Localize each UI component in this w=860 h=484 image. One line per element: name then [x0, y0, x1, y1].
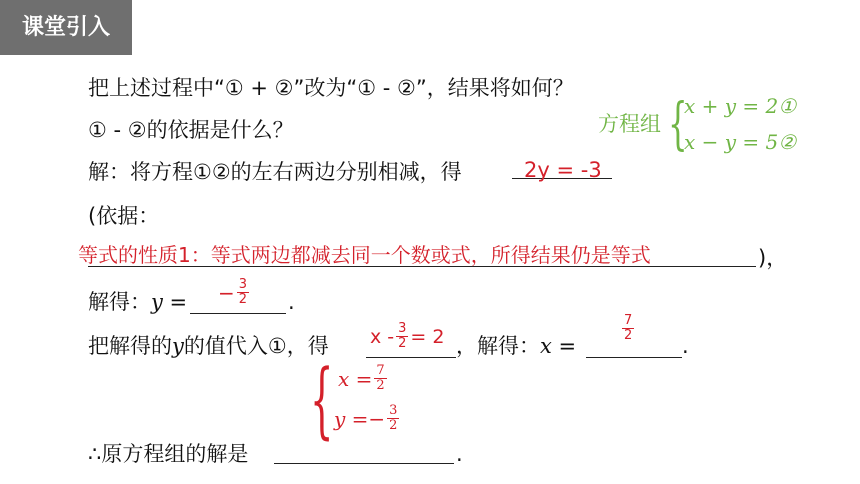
- answer-basis: 等式的性质1：等式两边都减去同一个数或式，所得结果仍是等式: [78, 243, 651, 267]
- sub-right: = 2: [410, 325, 445, 348]
- solution-brace: {: [310, 353, 334, 448]
- answer-y-den: 2: [238, 292, 248, 307]
- solve-y-end: .: [288, 290, 295, 314]
- solution-y-num: 3: [389, 403, 398, 418]
- answer-substitute: [370, 322, 444, 351]
- answer-x-num: 7: [624, 313, 633, 328]
- answer-blank-x: [586, 357, 682, 358]
- solution-x-den: 2: [376, 378, 385, 393]
- solution-x-fraction: [374, 364, 386, 393]
- system-equation-2: x − y = 5②: [684, 130, 797, 154]
- basis-open: (依据：: [88, 204, 160, 228]
- question-line-1: 把上述过程中“① + ②”改为“① - ②”，结果将如何？: [88, 76, 574, 100]
- solution-step-1: [88, 158, 462, 186]
- system-label: 方程组: [598, 112, 661, 136]
- sub-fraction: [396, 322, 408, 351]
- solve-x-end: .: [682, 334, 689, 358]
- substitute-line: [88, 332, 329, 360]
- substitute-prefix: 把解得的: [88, 334, 172, 358]
- answer-y-fraction: [237, 278, 249, 307]
- var-y-2: y: [172, 334, 184, 358]
- conclusion-end: .: [456, 442, 463, 466]
- solve-x-line: [456, 332, 576, 360]
- solve-x-prefix: ，解得：: [456, 334, 540, 358]
- step-1-text: 解：将方程①②的左右两边分别相减，得: [88, 160, 462, 184]
- var-x: x: [540, 334, 552, 358]
- section-tag: 课堂引入: [0, 0, 132, 55]
- equals-2: =: [551, 334, 577, 358]
- answer-x: [620, 314, 636, 343]
- solution-y-den: 2: [389, 418, 398, 433]
- answer-y-sign: −: [218, 280, 235, 305]
- sub-left: x -: [370, 325, 395, 348]
- system-brace: {: [668, 92, 688, 157]
- answer-2y: 2y = -3: [524, 158, 602, 182]
- sub-den: 2: [398, 336, 407, 351]
- substitute-mid: 的值代入①，得: [183, 334, 329, 358]
- solution-y-fraction: [387, 404, 399, 433]
- solve-y-line: [88, 288, 187, 316]
- system-equation-1: x + y = 2①: [684, 94, 797, 118]
- equals: =: [162, 290, 188, 314]
- solution-y-lhs: y =−: [334, 406, 386, 431]
- answer-blank-y: [190, 313, 286, 314]
- var-y: y: [151, 290, 163, 314]
- conclusion-line: ∴原方程组的解是: [88, 442, 249, 466]
- solution-y: [334, 404, 401, 433]
- answer-blank-substitute: [366, 357, 456, 358]
- sub-num: 3: [398, 321, 407, 336]
- solution-x: [338, 364, 389, 393]
- solution-x-num: 7: [376, 363, 385, 378]
- question-line-2: ① - ②的依据是什么？: [88, 118, 294, 142]
- answer-y: [218, 278, 251, 307]
- answer-x-fraction: [622, 314, 634, 343]
- solve-y-prefix: 解得：: [88, 290, 151, 314]
- basis-close: )，: [758, 246, 788, 270]
- solution-x-lhs: x =: [338, 366, 373, 391]
- answer-x-den: 2: [624, 328, 633, 343]
- answer-y-num: 3: [238, 277, 248, 292]
- answer-blank-conclusion: [274, 463, 454, 464]
